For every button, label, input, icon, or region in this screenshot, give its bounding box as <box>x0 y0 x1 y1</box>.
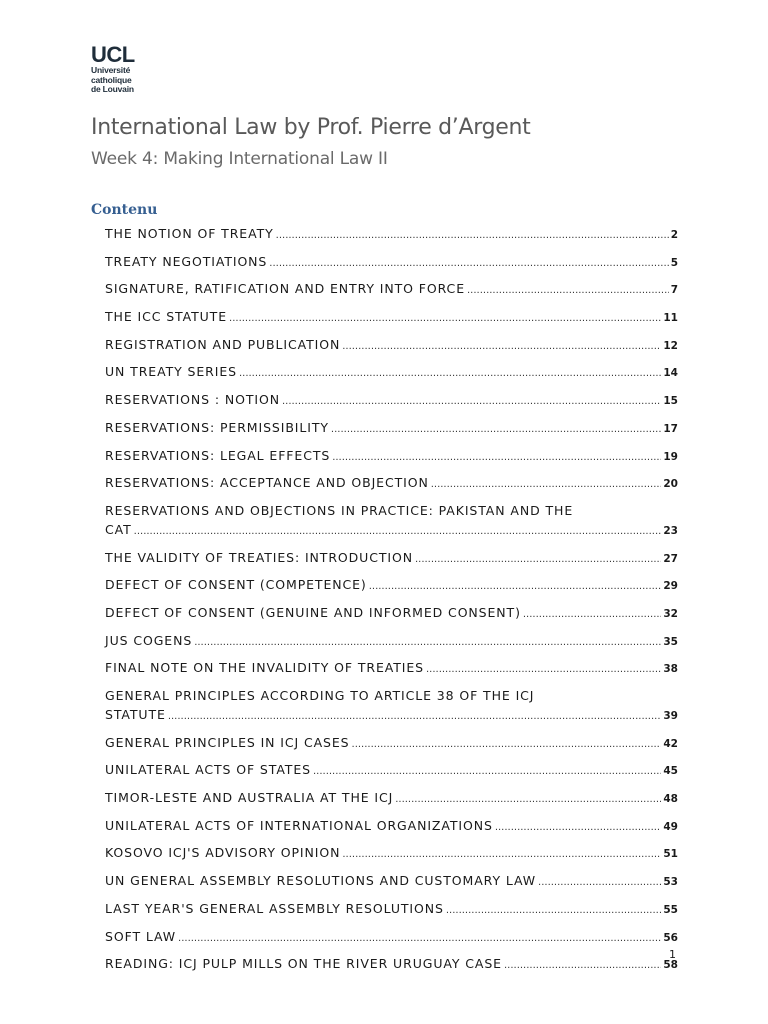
dot-leader <box>331 420 661 439</box>
toc-entry-title: SIGNATURE, RATIFICATION AND ENTRY INTO FORCE <box>105 281 465 297</box>
dot-leader <box>538 873 661 892</box>
toc-entry[interactable] <box>105 335 678 356</box>
toc-entry-title: RESERVATIONS: PERMISSIBILITY <box>105 419 329 435</box>
university-logo <box>91 44 151 95</box>
toc-entry-page: 14 <box>663 367 678 380</box>
dot-leader <box>342 337 661 356</box>
toc-entry-title: DEFECT OF CONSENT (COMPETENCE) <box>105 577 367 593</box>
toc-entry[interactable] <box>105 954 678 975</box>
toc-entry[interactable] <box>105 279 678 300</box>
toc-entry[interactable] <box>105 473 678 494</box>
toc-entry[interactable] <box>105 418 678 439</box>
toc-entry-page: 51 <box>663 848 678 861</box>
dot-leader <box>313 762 661 781</box>
toc-entry[interactable] <box>105 927 678 948</box>
toc-entry-page: 39 <box>663 710 678 722</box>
dot-leader <box>352 735 662 754</box>
toc-entry-title: TREATY NEGOTIATIONS <box>105 253 268 269</box>
toc-entry-page: 11 <box>663 312 678 325</box>
toc-heading: Contenu <box>91 202 158 218</box>
dot-leader <box>269 254 668 273</box>
toc-entry-title-line2: CAT <box>105 521 132 537</box>
toc-entry-page: 17 <box>663 422 678 435</box>
toc-entry[interactable] <box>105 224 678 245</box>
dot-leader <box>523 605 662 624</box>
toc-entry[interactable] <box>105 575 678 596</box>
logo-line-1: Université <box>91 65 131 75</box>
toc-entry[interactable] <box>105 871 678 892</box>
dot-leader <box>178 929 661 948</box>
dot-leader <box>395 790 661 809</box>
toc-entry[interactable] <box>105 390 678 411</box>
toc-entry-page: 45 <box>663 765 678 778</box>
toc-entry-title-line1: GENERAL PRINCIPLES ACCORDING TO ARTICLE 38 OF THE ICJ <box>105 688 535 703</box>
toc-entry-page: 49 <box>663 820 678 833</box>
toc-entry-page: 53 <box>663 876 678 889</box>
toc-entry-title: RESERVATIONS: ACCEPTANCE AND OBJECTION <box>105 475 429 491</box>
dot-leader <box>239 364 661 383</box>
toc-entry-page: 5 <box>670 256 678 269</box>
toc-entry-page: 20 <box>663 478 678 491</box>
toc-entry-title: JUS COGENS <box>105 632 193 648</box>
toc-entry-page: 15 <box>663 395 678 408</box>
toc-entry[interactable] <box>105 733 678 754</box>
toc-entry-title: UNILATERAL ACTS OF STATES <box>105 762 311 778</box>
toc-entry[interactable] <box>105 446 678 467</box>
toc-entry-title: UNILATERAL ACTS OF INTERNATIONAL ORGANIZATIONS <box>105 817 493 833</box>
toc-entry[interactable] <box>105 843 678 864</box>
toc-entry-title: REGISTRATION AND PUBLICATION <box>105 336 341 352</box>
dot-leader <box>426 660 661 679</box>
toc-entry-page: 42 <box>663 737 678 750</box>
toc-entry-page: 19 <box>663 450 678 463</box>
toc-entry-page: 32 <box>663 607 678 620</box>
toc-entry[interactable] <box>105 760 678 781</box>
dot-leader <box>495 818 662 837</box>
toc-entry[interactable] <box>105 252 678 273</box>
toc-entry[interactable] <box>105 548 678 569</box>
toc-entry-title: RESERVATIONS : NOTION <box>105 392 280 408</box>
toc-entry-page: 29 <box>663 580 678 593</box>
toc-entry-page: 35 <box>663 635 678 648</box>
toc-entry-page: 12 <box>663 339 678 352</box>
toc-entry-title-line2: STATUTE <box>105 707 166 722</box>
dot-leader <box>229 309 661 328</box>
dot-leader <box>431 475 662 494</box>
toc-entry-title: FINAL NOTE ON THE INVALIDITY OF TREATIES <box>105 660 424 676</box>
toc-entry-title: READING: ICJ PULP MILLS ON THE RIVER URUGUAY CASE <box>105 956 502 972</box>
dot-leader <box>282 392 661 411</box>
table-of-contents <box>105 224 678 982</box>
toc-entry-page: 56 <box>663 931 678 944</box>
toc-entry[interactable] <box>105 307 678 328</box>
dot-leader <box>415 550 661 569</box>
toc-entry-title: THE NOTION OF TREATY <box>105 226 274 241</box>
toc-entry[interactable] <box>105 631 678 652</box>
dot-leader <box>168 707 662 726</box>
dot-leader <box>276 226 669 245</box>
toc-entry[interactable] <box>105 501 678 541</box>
toc-entry-page: 2 <box>670 229 678 241</box>
logo-line-3: de Louvain <box>91 84 134 94</box>
toc-entry-page: 58 <box>663 959 678 972</box>
toc-entry-title: THE ICC STATUTE <box>105 309 228 325</box>
toc-entry-title-line1: RESERVATIONS AND OBJECTIONS IN PRACTICE: PAKISTAN AND THE <box>105 502 574 518</box>
dot-leader <box>369 577 662 596</box>
toc-entry-title: LAST YEAR'S GENERAL ASSEMBLY RESOLUTIONS <box>105 900 444 916</box>
dot-leader <box>446 901 662 920</box>
logo-line-2: catholique <box>91 74 132 85</box>
toc-entry-page: 23 <box>663 524 678 537</box>
toc-entry-title: UN GENERAL ASSEMBLY RESOLUTIONS AND CUSTOMARY LAW <box>105 873 537 889</box>
logo-wordmark: UCL <box>91 42 135 67</box>
toc-entry[interactable] <box>105 603 678 624</box>
toc-entry-title: RESERVATIONS: LEGAL EFFECTS <box>105 447 331 463</box>
toc-entry[interactable] <box>105 686 678 726</box>
toc-entry-title: GENERAL PRINCIPLES IN ICJ CASES <box>105 734 350 750</box>
toc-entry[interactable] <box>105 658 678 679</box>
toc-entry-title: KOSOVO ICJ'S ADVISORY OPINION <box>105 845 341 861</box>
dot-leader <box>194 633 661 652</box>
toc-entry-page: 7 <box>670 284 678 297</box>
toc-entry[interactable] <box>105 362 678 383</box>
dot-leader <box>504 956 661 975</box>
page-number: 1 <box>669 948 676 961</box>
dot-leader <box>467 281 669 300</box>
toc-entry-title: SOFT LAW <box>105 928 177 944</box>
toc-entry[interactable] <box>105 899 678 920</box>
dot-leader <box>342 845 661 864</box>
toc-entry-title: TIMOR-LESTE AND AUSTRALIA AT THE ICJ <box>105 790 394 806</box>
document-subtitle: Week 4: Making International Law II <box>91 149 388 169</box>
document-title: International Law by Prof. Pierre d’Argent <box>91 115 531 140</box>
toc-entry-page: 38 <box>663 663 678 676</box>
toc-entry-title: THE VALIDITY OF TREATIES: INTRODUCTION <box>105 549 413 565</box>
toc-entry[interactable] <box>105 816 678 837</box>
toc-entry[interactable] <box>105 788 678 809</box>
toc-entry-title: UN TREATY SERIES <box>105 364 237 380</box>
dot-leader <box>332 448 661 467</box>
toc-entry-page: 55 <box>663 903 678 916</box>
toc-entry-page: 48 <box>663 793 678 806</box>
toc-entry-page: 27 <box>663 552 678 565</box>
toc-entry-title: DEFECT OF CONSENT (GENUINE AND INFORMED CONSENT) <box>105 604 521 620</box>
dot-leader <box>134 522 662 541</box>
